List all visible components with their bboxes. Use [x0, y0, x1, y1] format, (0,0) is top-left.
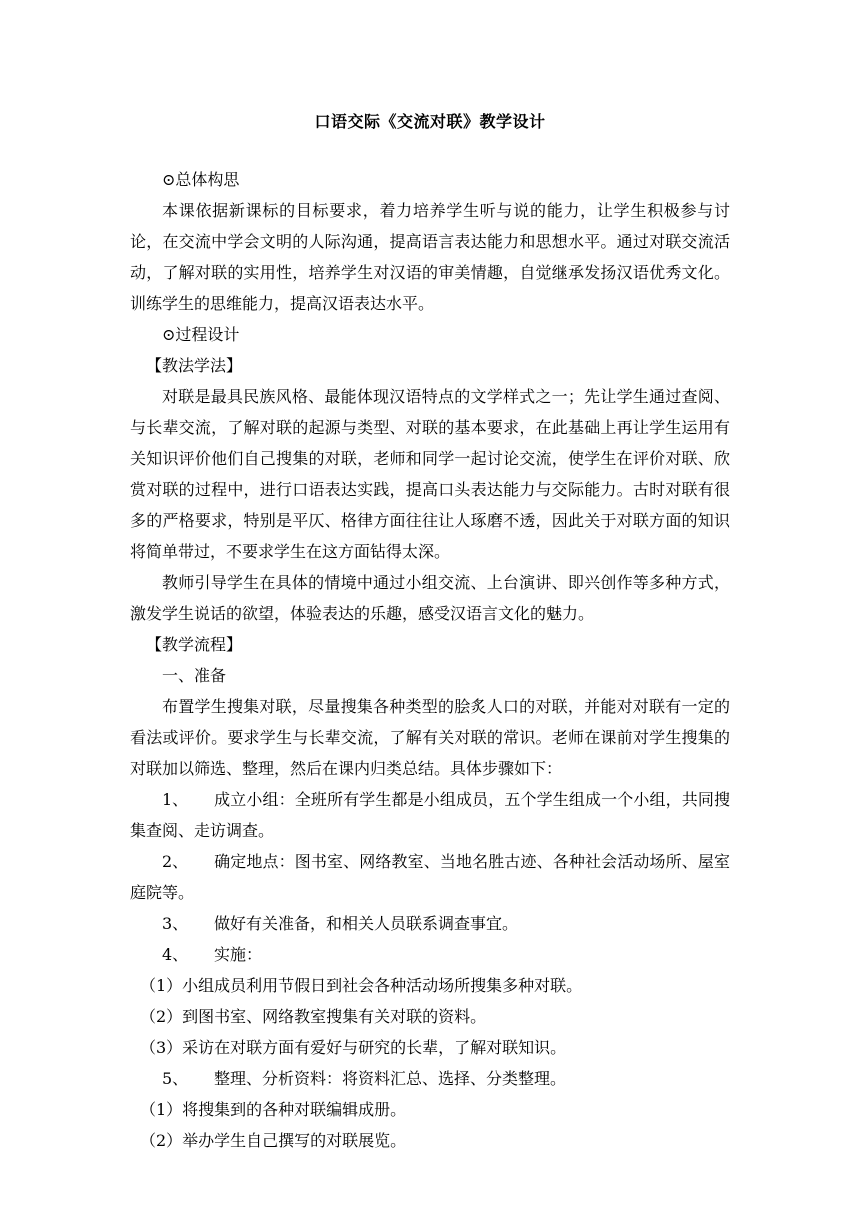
- paragraph-method-2: 教师引导学生在具体的情境中通过小组交流、上台演讲、即兴创作等多种方式，激发学生说话的欲望，体验表达的乐趣，感受汉语言文化的魅力。: [130, 573, 730, 623]
- paragraph-overall: 本课依据新课标的目标要求，着力培养学生听与说的能力，让学生积极参与讨论，在交流中学会文明的人际沟通，提高语言表达能力和思想水平。通过对联交流活动，了解对联的实用性，培养学生对汉语的审美情趣，自觉继承发扬汉语优秀文化。训练学生的思维能力，提高汉语表达水平。: [130, 201, 730, 313]
- list-item-step-5: [130, 1063, 730, 1094]
- list-item-substep: （1）小组成员利用节假日到社会各种活动场所搜集多种对联。: [140, 976, 583, 995]
- section-heading-overall: ⊙总体构思: [162, 170, 240, 189]
- step-number: 2、: [162, 852, 189, 871]
- step-text: 实施：: [214, 945, 263, 964]
- step-text: 成立小组：全班所有学生都是小组成员，五个学生组成一个小组，共同搜集查阅、走访调查。: [130, 790, 730, 840]
- step-number: 4、: [162, 945, 189, 964]
- subheading-flow: 【教学流程】: [146, 635, 243, 654]
- step-number: 3、: [162, 914, 189, 933]
- step-number: 5、: [162, 1069, 189, 1088]
- list-item-substep: （2）举办学生自己撰写的对联展览。: [140, 1131, 407, 1150]
- document-body: [130, 164, 730, 1156]
- list-item-step-2: [130, 846, 730, 908]
- list-item-substep: （2）到图书室、网络教室搜集有关对联的资料。: [140, 1007, 487, 1026]
- step-text: 做好有关准备，和相关人员联系调查事宜。: [214, 914, 519, 933]
- list-item-substep: （1）将搜集到的各种对联编辑成册。: [140, 1100, 407, 1119]
- step-text: 确定地点：图书室、网络教室、当地名胜古迹、各种社会活动场所、屋室庭院等。: [130, 852, 730, 902]
- paragraph-method-1: 对联是最具民族风格、最能体现汉语特点的文学样式之一；先让学生通过查阅、与长辈交流，了解对联的起源与类型、对联的基本要求，在此基础上再让学生运用有关知识评价他们自己搜集的对联，老师和同学一起讨论交流，使学生在评价对联、欣赏对联的过程中，进行口语表达实践，提高口头表达能力与交际能力。古时对联有很多的严格要求，特别是平仄、格律方面往往让人琢磨不透，因此关于对联方面的知识将简单带过，不要求学生在这方面钻得太深。: [130, 387, 730, 561]
- step-number: 1、: [162, 790, 189, 809]
- list-item-step-1: [130, 784, 730, 846]
- list-item-step-3: [130, 908, 730, 939]
- section-heading-process: ⊙过程设计: [162, 325, 240, 344]
- step-text: 整理、分析资料：将资料汇总、选择、分类整理。: [214, 1069, 567, 1088]
- document-title: 口语交际《交流对联》教学设计: [314, 112, 546, 131]
- paragraph-prep: 布置学生搜集对联，尽量搜集各种类型的脍炙人口的对联，并能对对联有一定的看法或评价。要求学生与长辈交流，了解有关对联的常识。老师在课前对学生搜集的对联加以筛选、整理，然后在课内归类总结。具体步骤如下：: [130, 697, 730, 778]
- subheading-prep: 一、准备: [162, 666, 227, 685]
- subheading-method: 【教法学法】: [146, 356, 243, 375]
- list-item-step-4: [130, 939, 730, 970]
- list-item-substep: （3）采访在对联方面有爱好与研究的长辈，了解对联知识。: [140, 1038, 567, 1057]
